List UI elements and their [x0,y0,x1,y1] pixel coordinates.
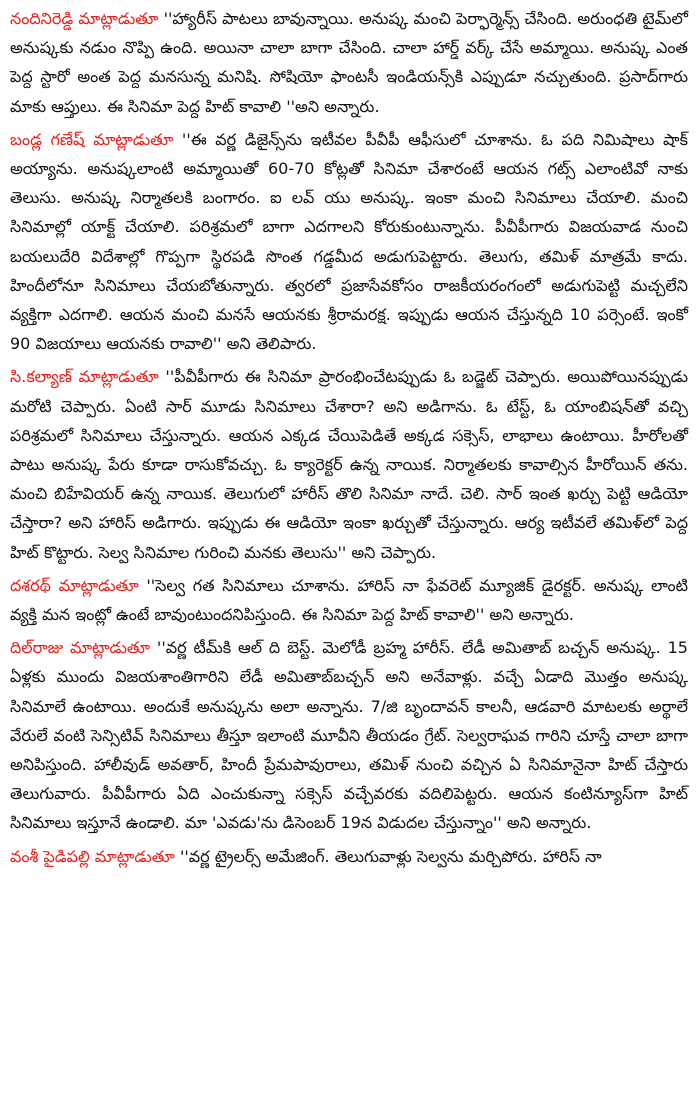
paragraph-text: ''వర్ణ టీమ్‌కి ఆల్ ది బెస్ట్. మెలోడీ బ్రహ్మ హారీస్. లేడీ అమితాబ్ బచ్చన్ అనుష్క. 15 ఏళ్లకు ముందు విజయశాంతిగారిని లేడీ అమితాబ్‌బచ్చన్ అని అనేవాళ్లు. వచ్చే ఏడాది మొత్తం అనుష్క సినిమాలే ఉంటాయి. అందుకే అనుష్కను అలా అన్నాను. 7/జి బృందావన్ కాలనీ, ఆడవారి మాటలకు అర్థాలే వేరులే వంటి సెన్సిటివ్ సినిమాలు తీస్తూ ఇలాంటి మూవీని తీయడం గ్రేట్. సెల్వరాఘవ గారిని చూస్తే చాలా బాగా అనిపిస్తుంది. హాలీవుడ్ అవతార్, హిందీ ప్రేమపావురాలు, తమిళ్ నుంచి వచ్చిన ఏ సినిమానైనా హిట్ చేస్తారు తెలుగువారు. పీవీపీగారు ఏది ఎంచుకున్నా సక్సెస్ వచ్చేవరకు వదిలిపెట్టరు. ఆయన కంటిన్యూస్‌గా హిట్ సినిమాలు ఇస్తూనే ఉండాలి. మా 'ఎవడు'ను డిసెంబర్ 19న విడుదల చేస్తున్నాం'' అని అన్నారు. [10,638,688,833]
paragraph-text: ''సెల్వ గత సినిమాలు చూశాను. హారిస్ నా ఫేవరెట్ మ్యూజిక్ డైరక్టర్. అనుష్క లాంటి వ్యక్తి మన ఇంట్లో ఉంటే బావుంటుందనిపిస్తుంది. ఈ సినిమా పెద్ద హిట్ కావాలి'' అని అన్నారు. [10,575,689,625]
speaker-name: దశరథ్ మాట్లాడుతూ [10,575,139,595]
paragraph-vamsi-paidipally [10,842,688,871]
speaker-name: వంశీ పైడిపల్లి మాట్లాడుతూ [10,846,175,866]
speaker-name: సి.కల్యాణ్ మాట్లాడుతూ [10,367,159,387]
paragraph-text: ''పీవీపీగారు ఈ సినిమా ప్రారంభించేటప్పుడు ఓ బడ్జెట్ చెప్పారు. అయిపోయినప్పుడు మరోటి చెప్పారు. ఏంటి సార్ మూడు సినిమాలు చేశారా? అని అడిగాను. ఓ టేస్ట్, ఓ యాంబిషన్‌తో వచ్చి పరిశ్రమలో సినిమాలు చేస్తున్నారు. ఆయన ఎక్కడ చేయిపెడితే అక్కడ సక్సెస్, లాభాలు ఉంటాయి. హీరోలతో పాటు అనుష్క పేరు కూడా రాసుకోవచ్చు. ఓ క్యారెక్టర్ ఉన్న నాయిక. నిర్మాతలకు కావాల్సిన హీరోయిన్ తను. మంచి బిహేవియర్ ఉన్న నాయిక. తెలుగులో హారీస్ తొలి సినిమా నాదే. చెలి. సార్ ఇంత ఖర్చు పెట్టి ఆడియో చేస్తారా? అని హారిస్ అడిగారు. ఇప్పుడు ఈ ఆడియో ఇంకా ఖర్చుతో చేస్తున్నారు. ఆర్య ఇటీవలే తమిళ్‌లో పెద్ద హిట్ కొట్టారు. సెల్వ సినిమాల గురించి మనకు తెలుసు'' అని చెప్పారు. [10,367,688,562]
paragraph-dil-raju [10,633,688,837]
paragraph-c-kalyan [10,362,688,566]
speaker-name: బండ్ల గణేష్ మాట్లాడుతూ [10,129,174,149]
paragraph-bandla-ganesh [10,125,688,359]
paragraph-text: ''వర్ణ ట్రైలర్స్ అమేజింగ్. తెలుగువాళ్లు సెల్వను మర్చిపోరు. హారిస్ నా [174,846,602,866]
speaker-name: నందినిరెడ్డి మాట్లాడుతూ [10,9,159,28]
paragraph-dasarath [10,571,688,629]
paragraph-text: ''ఈ వర్ణ డిజైన్స్‌ను ఇటీవల పీవీపీ ఆఫీసులో చూశాను. ఓ పది నిమిషాలు షాక్ అయ్యాను. అనుష్కలాంటి అమ్మాయితో 60-70 కోట్లతో సినిమా చేశారంటే ఆయన గట్స్ ఎలాంటివో నాకు తెలుసు. అనుష్క నిర్మాతలకి బంగారం. ఐ లవ్ యు అనుష్క. ఇంకా మంచి సినిమాలు చేయాలి. మంచి సినిమాల్లో యాక్ట్ చేయాలి. పరిశ్రమలో బాగా ఎదగాలని కోరుకుంటున్నాను. పీవీపీగారు విజయవాడ నుంచి బయలుదేరి విదేశాల్లో గొప్పగా స్థిరపడి సొంత గడ్డమీద అడుగుపెట్టారు. తెలుగు, తమిళ్ మాత్రమే కాదు. హిందీలోనూ సినిమాలు చేయబోతున్నారు. త్వరలో ప్రజాసేవకోసం రాజకీయరంగంలో అడుగుపెట్టి మచ్చలేని వ్యక్తిగా ఎదగాలి. ఆయన మంచి మనసే ఆయనకు శ్రీరామరక్ష. ఇప్పుడు ఆయన చేస్తున్నది 10 పర్సెంటే. ఇంకో 90 విజయాలు ఆయనకు రావాలి'' అని తెలిపారు. [10,129,688,354]
speaker-name: దిల్‌రాజు మాట్లాడుతూ [10,638,151,658]
paragraph-nandini-reddy [10,4,688,121]
paragraph-text: ''హ్యారీస్ పాటలు బావున్నాయి. అనుష్క మంచి పెర్ఫార్మెన్స్ చేసింది. అరుంధతి టైమ్‌లో అనుష్కకు నడుం నొప్పి ఉంది. అయినా చాలా బాగా చేసింది. చాలా హార్డ్ వర్క్ చేసే అమ్మాయి. అనుష్క ఎంత పెద్ద స్టారో అంత పెద్ద మనసున్న మనిషి. సోషియో ఫాంటసీ ఇండియన్స్‌కి ఎప్పుడూ నచ్చుతుంది. ప్రసాద్‌గారు మాకు ఆప్తులు. ఈ సినిమా పెద్ద హిట్ కావాలి ''అని అన్నారు. [10,9,688,116]
